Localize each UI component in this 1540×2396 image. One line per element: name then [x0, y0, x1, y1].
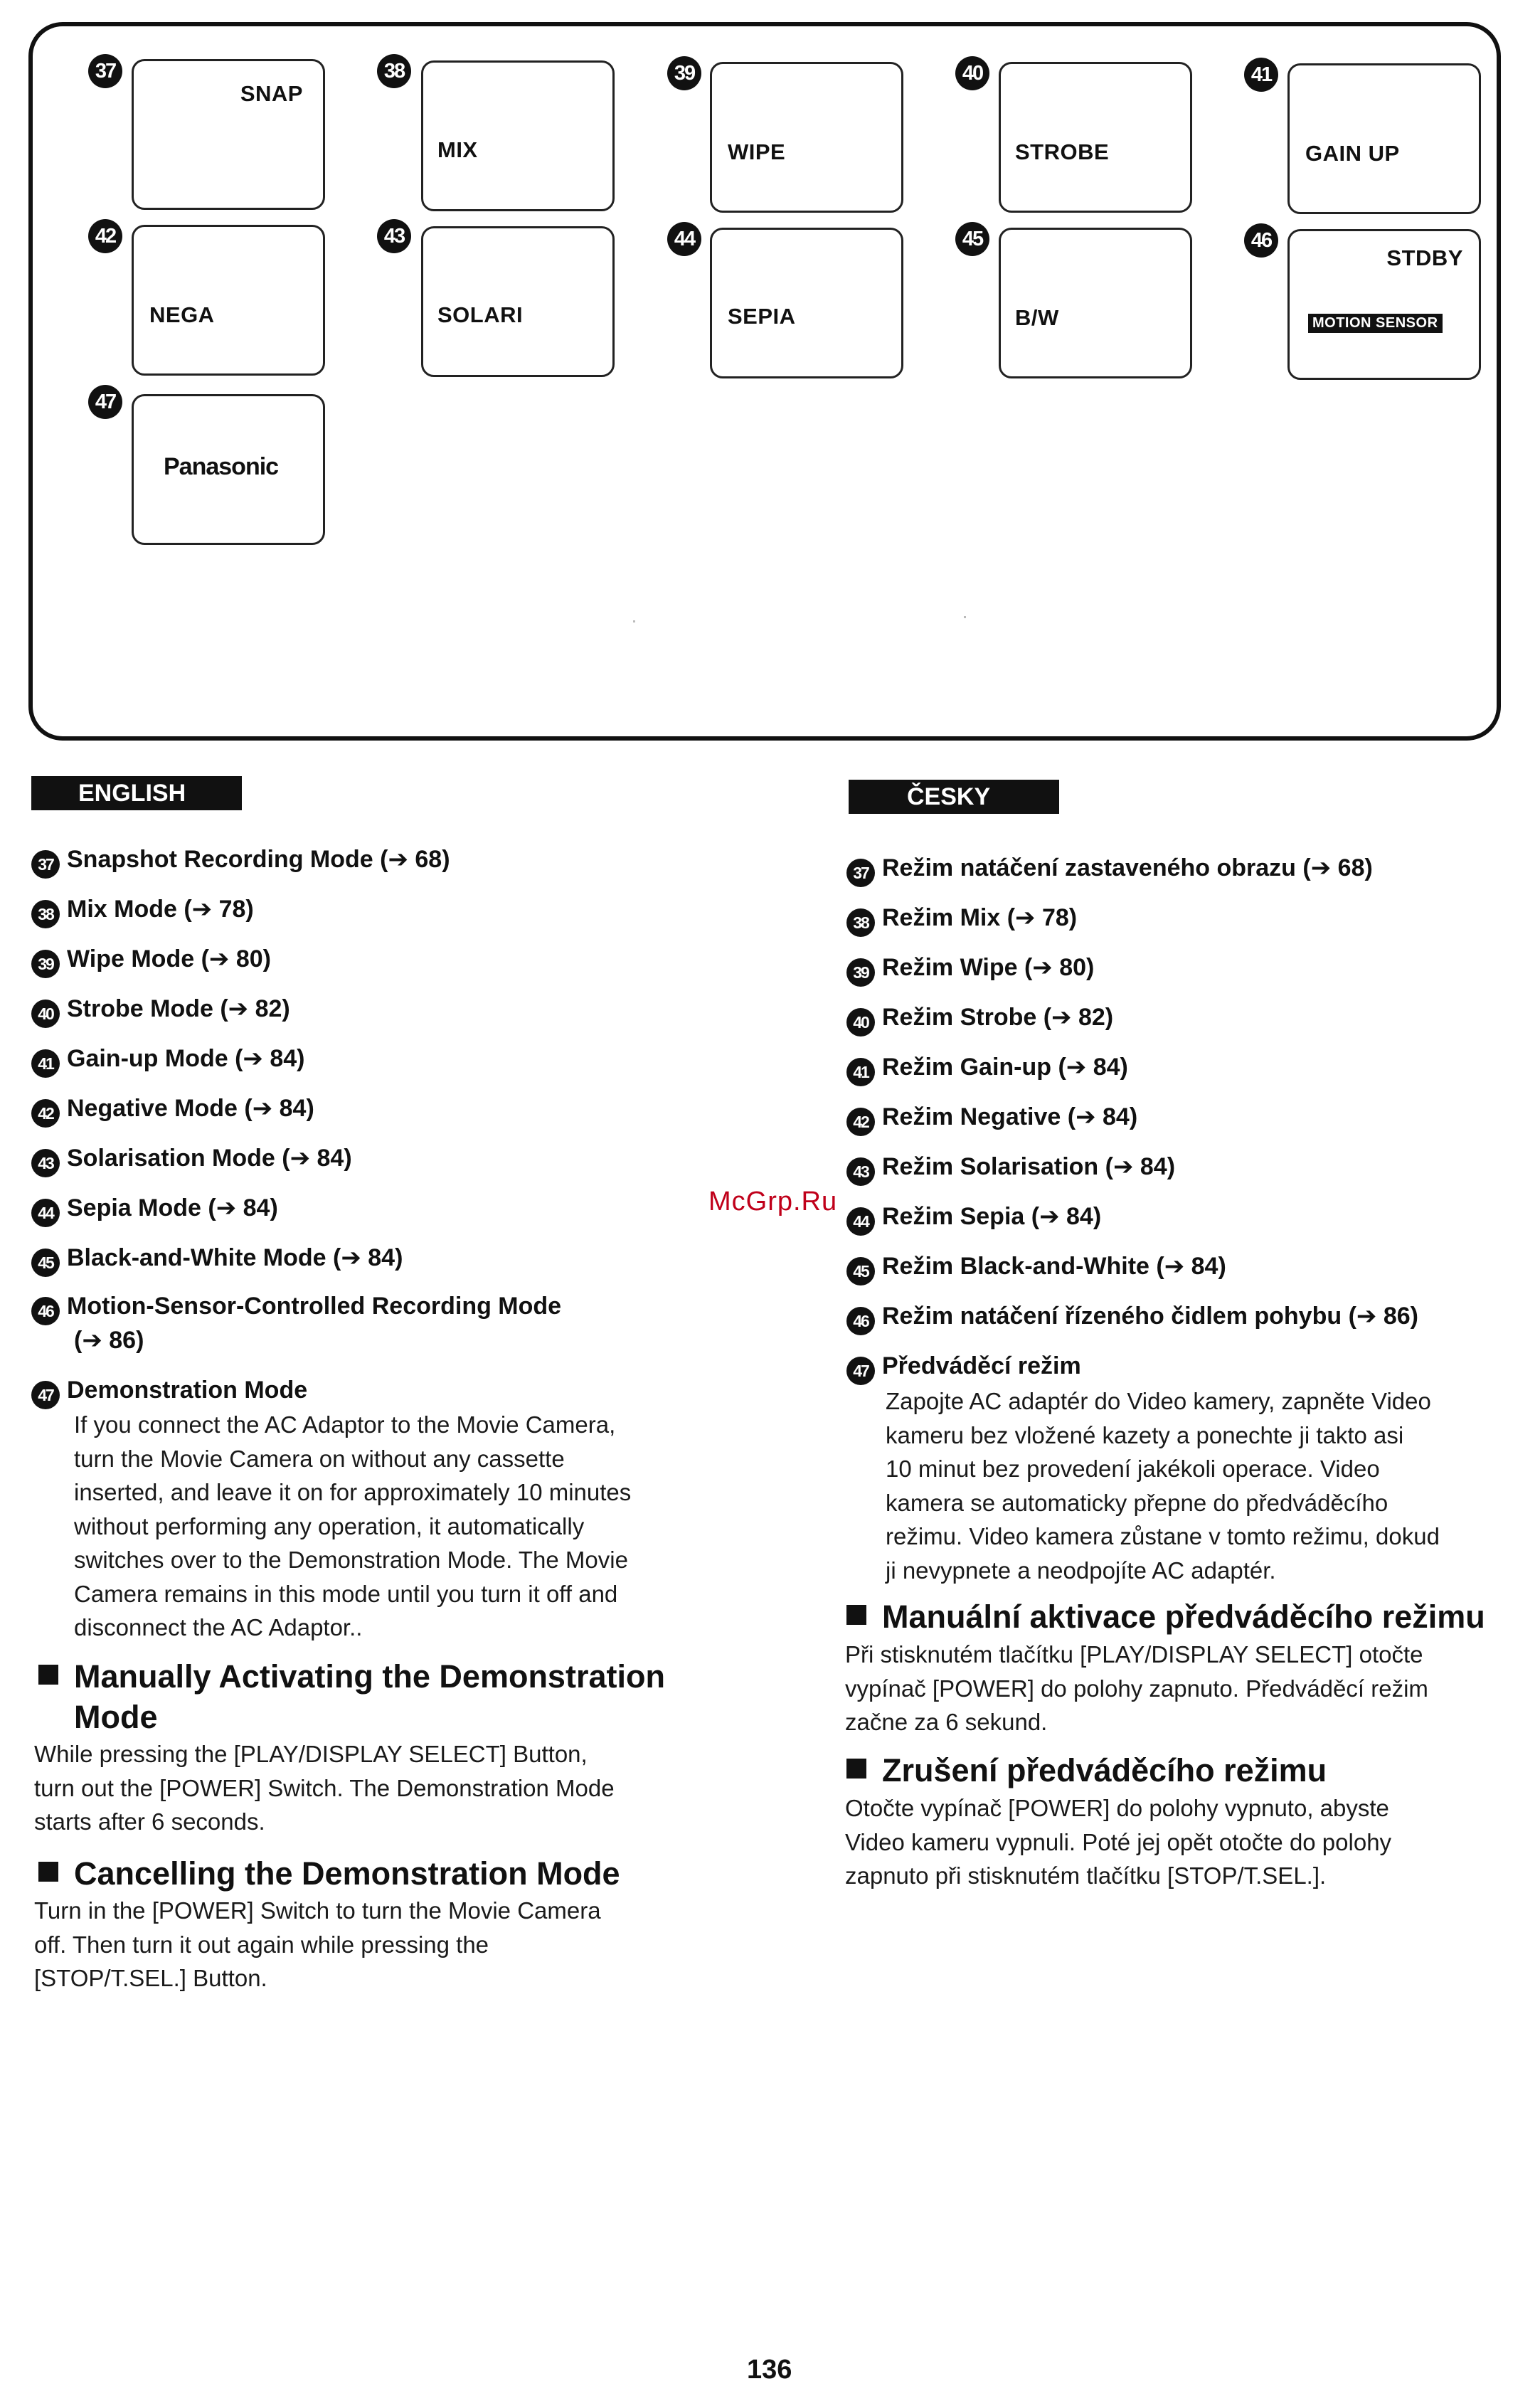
item-number: 45	[846, 1257, 875, 1286]
item-text: Režim Sepia (➔ 84)	[882, 1203, 1102, 1230]
screen-label: SOLARI	[437, 302, 524, 327]
item-text: Režim Mix (➔ 78)	[882, 904, 1078, 931]
screen-label: STROBE	[1015, 139, 1110, 164]
list-item	[846, 1150, 1175, 1186]
item-number: 43	[31, 1149, 60, 1177]
callout-44: 44	[667, 222, 701, 256]
item-text: Strobe Mode (➔ 82)	[67, 995, 290, 1022]
list-item	[31, 1092, 314, 1128]
callout-47: 47	[88, 385, 122, 419]
panasonic-logo: Panasonic	[164, 453, 279, 480]
item-text: Wipe Mode (➔ 80)	[67, 945, 271, 972]
callout-43: 43	[377, 219, 411, 253]
text-line: vypínač [POWER] do polohy zapnuto. Předváděcí režim	[845, 1675, 1428, 1702]
watermark: McGrp.Ru	[708, 1187, 838, 1216]
item-text: Režim Strobe (➔ 82)	[882, 1004, 1114, 1031]
text-line: Camera remains in this mode until you turn it off and	[74, 1580, 618, 1607]
item-number: 41	[846, 1058, 875, 1086]
bullet-square	[846, 1605, 866, 1625]
text-line: Otočte vypínač [POWER] do polohy vypnuto, abyste	[845, 1795, 1389, 1821]
english-manual-heading-cont: Mode	[74, 1699, 158, 1735]
english-header: ENGLISH	[31, 776, 242, 810]
item-number: 47	[846, 1357, 875, 1385]
text-line: Při stisknutém tlačítku [PLAY/DISPLAY SELECT] otočte	[845, 1641, 1423, 1668]
screen-snap	[132, 59, 325, 210]
list-item	[846, 1101, 1137, 1136]
list-item	[31, 1374, 307, 1409]
item-number: 40	[846, 1008, 875, 1037]
item-number: 37	[846, 859, 875, 887]
text-line: režimu. Video kamera zůstane v tomto režimu, dokud	[886, 1523, 1440, 1549]
screen-label: B/W	[1015, 305, 1059, 330]
item-text: Režim Solarisation (➔ 84)	[882, 1153, 1176, 1180]
czech-manual-heading	[846, 1597, 1485, 1637]
item-number: 47	[31, 1381, 60, 1409]
text-line: 10 minut bez provedení jakékoli operace. Video	[886, 1456, 1380, 1482]
text-line: zapnuto při stisknutém tlačítku [STOP/T.SEL.].	[845, 1862, 1327, 1889]
heading-text: Zrušení předváděcího režimu	[882, 1752, 1327, 1788]
list-item	[846, 901, 1077, 937]
list-item	[846, 852, 1373, 887]
heading-text: Cancelling the Demonstration Mode	[74, 1855, 620, 1892]
item-number: 37	[31, 850, 60, 879]
item-text: Předváděcí režim	[882, 1352, 1081, 1379]
list-item	[31, 943, 271, 978]
item-text: Negative Mode (➔ 84)	[67, 1095, 314, 1122]
text-line: off. Then turn it out again while pressing the	[34, 1931, 489, 1958]
callout-37: 37	[88, 54, 122, 88]
english-manual-text	[34, 1737, 738, 1839]
item-text: Motion-Sensor-Controlled Recording Mode	[67, 1293, 562, 1320]
item-number: 44	[846, 1207, 875, 1236]
callout-41: 41	[1244, 58, 1278, 92]
text-line: without performing any operation, it automatically	[74, 1512, 585, 1539]
screen-wipe	[710, 62, 903, 213]
screen-stdby	[1287, 229, 1481, 380]
list-item	[31, 1192, 278, 1227]
text-line: disconnect the AC Adaptor..	[74, 1614, 363, 1640]
list-item	[846, 1250, 1226, 1286]
czech-cancel-text	[845, 1791, 1528, 1893]
text-line: začne za 6 sekund.	[845, 1709, 1048, 1735]
bullet-square	[38, 1862, 58, 1882]
text-line: turn out the [POWER] Switch. The Demonstration Mode	[34, 1774, 615, 1801]
item-number: 39	[846, 958, 875, 987]
heading-text: Manuální aktivace předváděcího režimu	[882, 1599, 1485, 1635]
english-manual-heading	[38, 1657, 665, 1697]
list-item	[31, 1142, 352, 1177]
motion-sensor-badge: MOTION SENSOR	[1308, 314, 1443, 333]
czech-cancel-heading	[846, 1751, 1327, 1791]
item-number: 38	[31, 900, 60, 928]
list-item	[31, 843, 450, 879]
item-number: 44	[31, 1199, 60, 1227]
page-number: 136	[747, 2355, 792, 2385]
list-item	[31, 1290, 561, 1325]
text-line: kamera se automaticky přepne do předváděcího	[886, 1489, 1388, 1516]
screen-label: STDBY	[1386, 245, 1463, 270]
screen-panasonic	[132, 394, 325, 545]
item-text: Demonstration Mode	[67, 1377, 308, 1404]
czech-manual-text	[845, 1638, 1528, 1739]
english-cancel-heading	[38, 1854, 620, 1894]
item-number: 42	[31, 1099, 60, 1128]
item-number: 41	[31, 1049, 60, 1078]
item-text: Black-and-White Mode (➔ 84)	[67, 1244, 403, 1271]
callout-46: 46	[1244, 223, 1278, 258]
screen-label: WIPE	[728, 139, 786, 164]
list-item	[31, 1042, 305, 1078]
text-line: Video kameru vypnuli. Poté jej opět otočte do polohy	[845, 1828, 1392, 1855]
bullet-square	[38, 1665, 58, 1685]
screen-label: NEGA	[149, 302, 215, 327]
screen-nega	[132, 225, 325, 376]
item-number: 46	[846, 1307, 875, 1335]
text-line: ji nevypnete a neodpojíte AC adaptér.	[886, 1557, 1276, 1584]
item-number: 42	[846, 1108, 875, 1136]
callout-38: 38	[377, 54, 411, 88]
item-text: Sepia Mode (➔ 84)	[67, 1194, 278, 1221]
item-text: Režim Wipe (➔ 80)	[882, 954, 1095, 981]
item-number: 38	[846, 908, 875, 937]
text-line: [STOP/T.SEL.] Button.	[34, 1965, 267, 1991]
text-line: Turn in the [POWER] Switch to turn the Movie Camera	[34, 1897, 601, 1924]
text-line: switches over to the Demonstration Mode. The Movie	[74, 1547, 628, 1573]
item-number: 40	[31, 1000, 60, 1028]
text-line: starts after 6 seconds.	[34, 1808, 265, 1835]
list-item	[846, 951, 1094, 987]
screen-label: SEPIA	[728, 304, 796, 329]
text-line: inserted, and leave it on for approximately 10 minutes	[74, 1479, 632, 1505]
list-item	[846, 1350, 1081, 1385]
text-line: While pressing the [PLAY/DISPLAY SELECT] Button,	[34, 1741, 588, 1767]
list-item-continued: (➔ 86)	[74, 1327, 144, 1354]
item-text: Režim Black-and-White (➔ 84)	[882, 1253, 1226, 1280]
item-number: 46	[31, 1297, 60, 1325]
text-line: kameru bez vložené kazety a ponechte ji takto asi	[886, 1421, 1404, 1448]
list-item	[846, 1200, 1101, 1236]
list-item	[31, 992, 290, 1028]
item-text: Mix Mode (➔ 78)	[67, 896, 254, 923]
screen-label: MIX	[437, 137, 478, 162]
screen-mix	[421, 60, 615, 211]
screen-bw	[999, 228, 1192, 378]
item-text: Snapshot Recording Mode (➔ 68)	[67, 846, 450, 873]
item-text: Solarisation Mode (➔ 84)	[67, 1145, 352, 1172]
screen-label: SNAP	[240, 81, 303, 106]
screen-sepia	[710, 228, 903, 378]
screen-solari	[421, 226, 615, 377]
bullet-square	[846, 1759, 866, 1779]
list-item	[846, 1300, 1418, 1335]
item-number: 39	[31, 950, 60, 978]
screen-gain-up	[1287, 63, 1481, 214]
text-line: turn the Movie Camera on without any cassette	[74, 1445, 565, 1472]
list-item	[846, 1051, 1128, 1086]
item-text: Režim Gain-up (➔ 84)	[882, 1054, 1128, 1081]
callout-39: 39	[667, 56, 701, 90]
item-text: Režim natáčení řízeného čidlem pohybu (➔ 86)	[882, 1303, 1418, 1330]
item-text: Gain-up Mode (➔ 84)	[67, 1045, 305, 1072]
item-text: Režim natáčení zastaveného obrazu (➔ 68)	[882, 854, 1373, 881]
czech-demo-description	[886, 1384, 1533, 1587]
callout-45: 45	[955, 222, 989, 256]
english-demo-description	[74, 1408, 743, 1645]
item-number: 45	[31, 1249, 60, 1277]
text-line: Zapojte AC adaptér do Video kamery, zapněte Video	[886, 1388, 1431, 1414]
text-line: If you connect the AC Adaptor to the Movie Camera,	[74, 1411, 616, 1438]
callout-40: 40	[955, 56, 989, 90]
callout-42: 42	[88, 219, 122, 253]
czech-header: ČESKY	[849, 780, 1059, 814]
screen-label: GAIN UP	[1305, 141, 1400, 166]
item-number: 43	[846, 1157, 875, 1186]
heading-text: Manually Activating the Demonstration	[74, 1658, 665, 1695]
item-text: Režim Negative (➔ 84)	[882, 1103, 1138, 1130]
screen-strobe	[999, 62, 1192, 213]
list-item	[31, 893, 254, 928]
list-item	[31, 1241, 403, 1277]
english-cancel-text	[34, 1894, 738, 1995]
list-item	[846, 1001, 1113, 1037]
